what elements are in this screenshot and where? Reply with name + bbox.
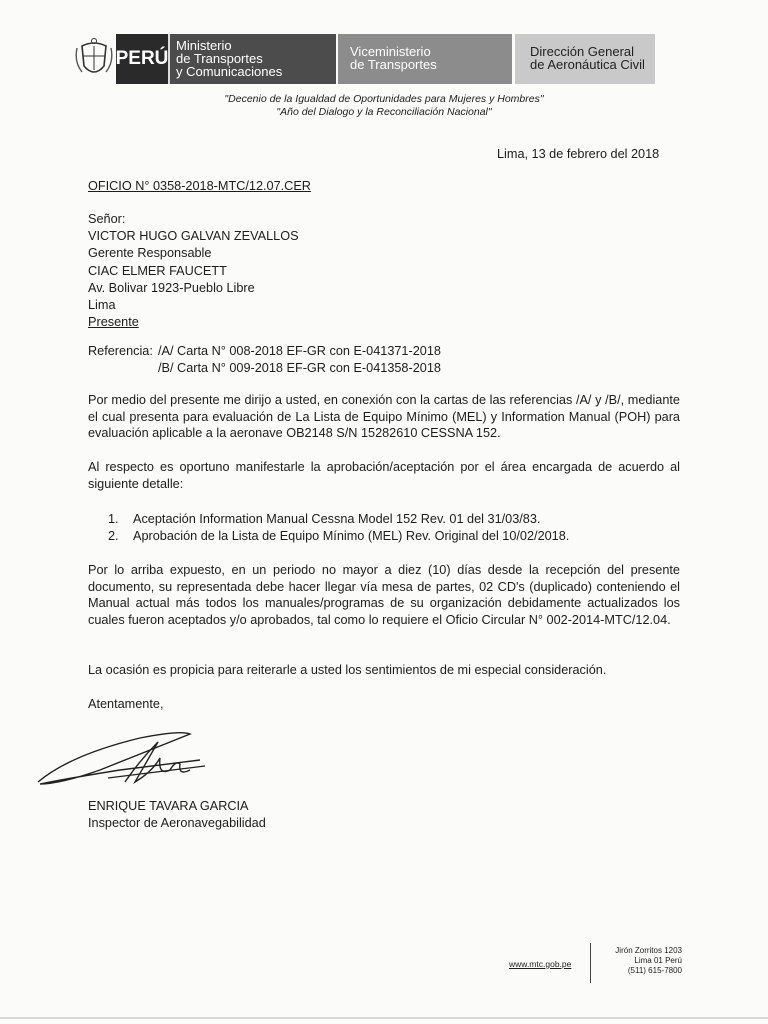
ministry-line: de Transportes	[176, 51, 263, 66]
dgac-label	[515, 34, 655, 84]
addressee-block	[88, 211, 299, 331]
addressee-line: CIAC ELMER FAUCETT	[88, 263, 227, 278]
signature-icon	[30, 720, 220, 800]
footer-address-line: (511) 615-7800	[627, 966, 682, 975]
signer-block	[88, 798, 266, 831]
referencia-block	[88, 343, 441, 377]
list-item	[108, 528, 569, 545]
addressee-line: Av. Bolivar 1923-Pueblo Libre	[88, 280, 255, 295]
list-item	[108, 511, 569, 528]
addressee-line: Señor:	[88, 212, 126, 226]
detail-list	[108, 511, 569, 545]
body-paragraph-4: La ocasión es propicia para reiterarle a usted los sentimientos de mi especial consideración.	[88, 663, 607, 677]
signer-title: Inspector de Aeronavegabilidad	[88, 815, 266, 830]
vice-line: Viceministerio	[350, 44, 431, 59]
country-label: PERÚ	[116, 34, 168, 84]
list-number: 2.	[108, 529, 119, 543]
ministry-label	[168, 34, 336, 84]
slogan-line: "Año del Dialogo y la Reconciliación Nacional"	[276, 106, 492, 118]
referencia-item: /B/ Carta N° 009-2018 EF-GR con E-041358-2018	[158, 361, 441, 375]
dgac-line: de Aeronáutica Civil	[530, 57, 645, 72]
viceministry-label	[338, 34, 512, 84]
footer-url-link[interactable]: www.mtc.gob.pe	[509, 959, 572, 969]
footer-address-line: Lima 01 Perú	[634, 956, 682, 965]
dgac-line: Dirección General	[530, 44, 635, 59]
vice-line: de Transportes	[350, 57, 437, 72]
addressee-line: VICTOR HUGO GALVAN ZEVALLOS	[88, 229, 299, 244]
ministry-line: Ministerio	[176, 38, 232, 53]
footer-divider	[590, 943, 591, 983]
body-paragraph-3: Por lo arriba expuesto, en un periodo no mayor a diez (10) días desde la recepción del presente documento, su representada debe hacer llegar vía mesa de partes, 02 CD's (duplicado) conteniendo el Manual actual más todos los manuales/programas de su organización debidamente actualizados los cuales fueron aceptados y/o aprobados, tal como lo requiere el Oficio Circular N° 002-2014-MTC/12.04.	[88, 563, 680, 627]
body-paragraph-1: Por medio del presente me dirijo a usted, en conexión con la cartas de las referencias /A/ y /B/, mediante el cual presenta para evaluación de La Lista de Equipo Mínimo (MEL) y Information Manual (POH) para evaluación aplicable a la aeronave OB2148 S/N 15282610 CESSNA 152.	[88, 393, 680, 440]
referencia-label: Referencia:	[88, 344, 153, 358]
closing-text: Atentamente,	[88, 697, 164, 711]
body-paragraph-2: Al respecto es oportuno manifestarle la aprobación/aceptación por el área encargada de acuerdo al siguiente detalle:	[88, 460, 680, 491]
footer-address	[596, 946, 682, 976]
letter-date: Lima, 13 de febrero del 2018	[497, 147, 660, 161]
addressee-line: Gerente Responsable	[88, 246, 212, 261]
oficio-number: OFICIO N° 0358-2018-MTC/12.07.CER	[88, 179, 311, 193]
signer-name: ENRIQUE TAVARA GARCIA	[88, 799, 249, 813]
presente-label: Presente	[88, 315, 139, 330]
bottom-divider	[0, 1017, 768, 1019]
slogans	[0, 93, 768, 119]
list-text: Aprobación de la Lista de Equipo Mínimo (MEL) Rev. Original del 10/02/2018.	[133, 529, 570, 543]
addressee-line: Lima	[88, 297, 116, 312]
footer-address-line: Jirón Zorritos 1203	[615, 946, 682, 955]
referencia-item: /A/ Carta N° 008-2018 EF-GR con E-041371-2018	[158, 344, 441, 358]
coat-of-arms-icon	[72, 34, 116, 84]
list-text: Aceptación Information Manual Cessna Model 152 Rev. 01 del 31/03/83.	[133, 512, 541, 526]
list-number: 1.	[108, 512, 119, 526]
slogan-line: "Decenio de la Igualdad de Oportunidades para Mujeres y Hombres"	[224, 93, 544, 105]
ministry-line: y Comunicaciones	[176, 64, 283, 79]
header-banner	[72, 34, 655, 84]
